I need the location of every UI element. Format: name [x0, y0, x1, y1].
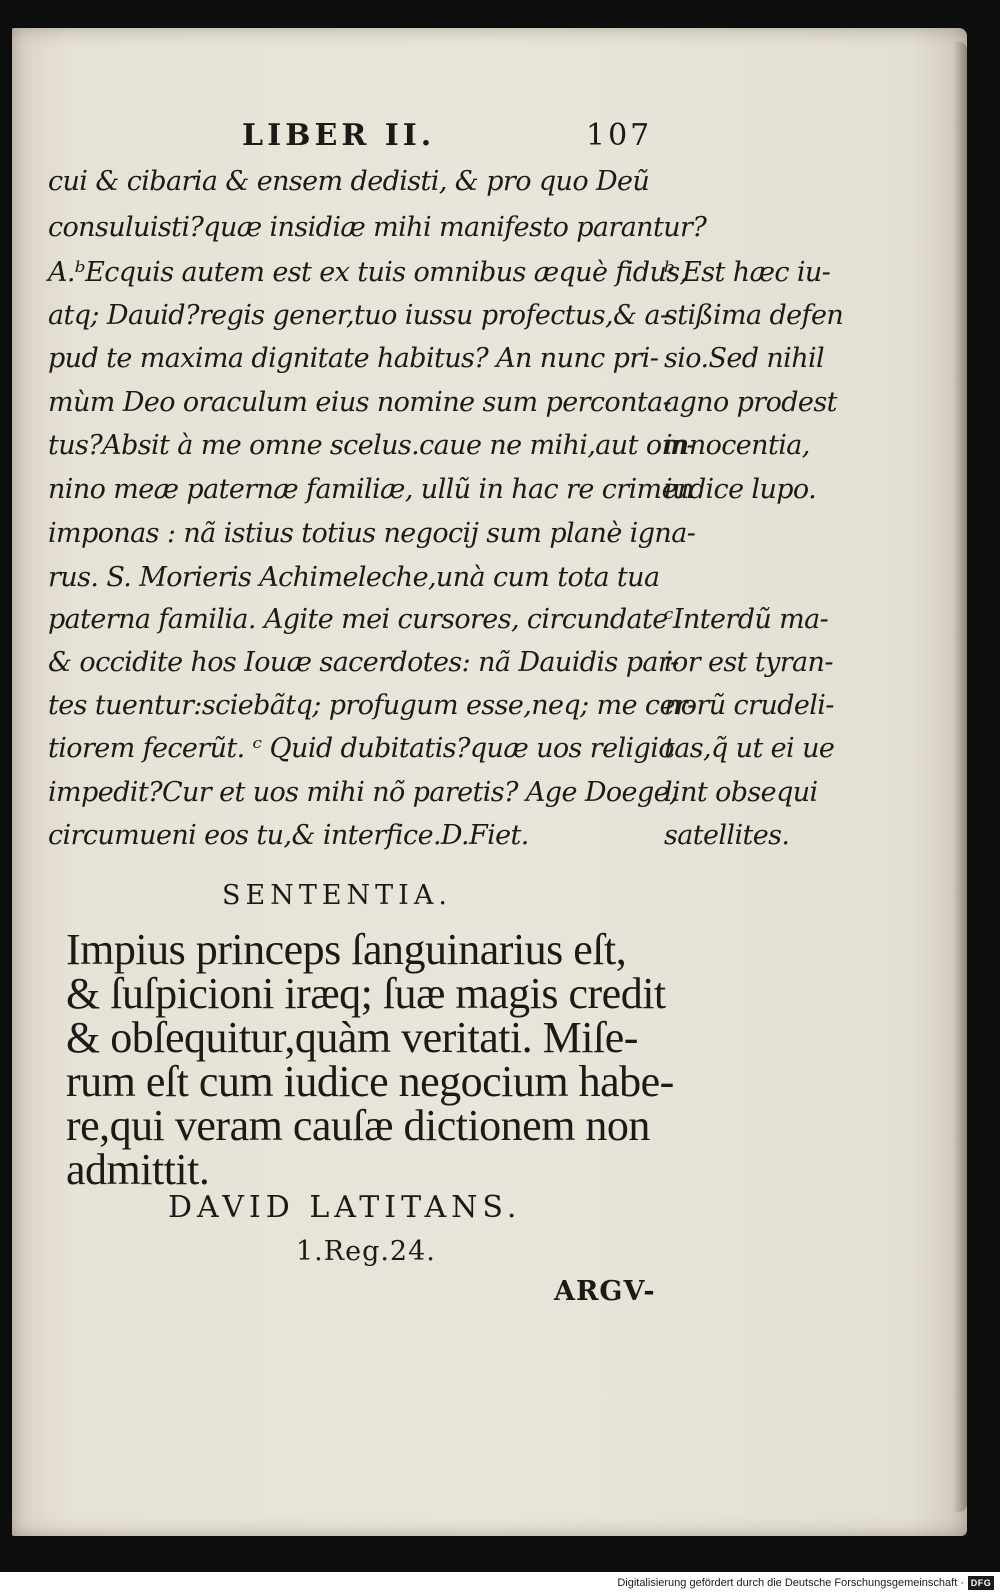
text-line: tes tuentur:sciebãtq; profugum esse,neq; me cer-: [48, 690, 696, 721]
sententia-line: & obſequitur,quàm veritati. Miſe-: [66, 1013, 638, 1062]
side-note-line: satellites.: [664, 820, 790, 851]
text-line: rus. S. Morieris Achimeleche,unà cum tota tua: [48, 562, 660, 593]
text-line: paterna familia. Agite mei cursores, circundate: [48, 604, 668, 635]
sententia-line: Impius princeps ſanguinarius eſt,: [66, 925, 627, 974]
side-note-line: agno prodest: [664, 387, 837, 418]
side-note-line: tas,q̃ ut ei ue: [664, 733, 835, 764]
sententia-line: admittit.: [66, 1145, 210, 1194]
running-title: LIBER II.: [242, 118, 436, 153]
sententia-line: rum eſt cum iudice negocium habe-: [66, 1057, 674, 1106]
text-line: mùm Deo oraculum eius nomine sum perconta-: [48, 387, 672, 418]
sententia-heading: SENTENTIA.: [222, 880, 452, 911]
side-note-line: ᵇ Est hæc iu-: [664, 257, 831, 288]
footer-credit: Digitalisierung gefördert durch die Deutsche Forschungsgemeinschaft ·: [617, 1577, 964, 1589]
text-line: tus?Absit à me omne scelus.caue ne mihi,aut om-: [48, 430, 696, 461]
text-line: & occidite hos Iouæ sacerdotes: nã Dauidis par-: [48, 647, 679, 678]
sententia-line: & ſuſpicioni iræq; ſuæ magis credit: [66, 969, 666, 1018]
side-note-line: lint obsequi: [664, 777, 818, 808]
text-line: A.ᵇEcquis autem est ex tuis omnibus æquè fidus,: [48, 257, 688, 288]
side-note-line: iudice lupo.: [664, 474, 817, 505]
text-line: pud te maxima dignitate habitus? An nunc pri-: [48, 343, 659, 374]
side-note-line: ior est tyran-: [664, 647, 833, 678]
text-line: imponas : nã istius totius negocij sum planè igna-: [48, 518, 696, 549]
text-line: impedit?Cur et uos mihi nõ paretis? Age Doege,: [48, 777, 677, 808]
text-line: cui & cibaria & ensem dedisti, & pro quo Deũ: [48, 166, 650, 197]
side-note-line: innocentia,: [664, 430, 810, 461]
catchword: ARGV-: [554, 1276, 656, 1307]
text-line: nino meæ paternæ familiæ, ullũ in hac re crimen: [48, 474, 694, 505]
side-note-line: stißima defen: [664, 300, 844, 331]
side-note-line: norũ crudeli-: [664, 690, 834, 721]
dfg-logo-icon: DFG: [968, 1576, 994, 1590]
section-reference: 1.Reg.24.: [296, 1236, 436, 1267]
page-number: 107: [586, 118, 653, 153]
text-line: atq; Dauid?regis gener,tuo iussu profectus,& a-: [48, 300, 669, 331]
text-line: circumueni eos tu,& interfice.D.Fiet.: [48, 820, 529, 851]
side-note-line: sio.Sed nihil: [664, 343, 825, 374]
side-note-line: ᶜInterdũ ma-: [664, 604, 829, 635]
text-line: tiorem fecerũt. ᶜ Quid dubitatis?quæ uos religio: [48, 733, 674, 764]
text-line: consuluisti?quæ insidiæ mihi manifesto parantur?: [48, 212, 707, 243]
sententia-line: re,qui veram cauſæ dictionem non: [66, 1101, 650, 1150]
section-title: DAVID LATITANS.: [168, 1190, 522, 1225]
